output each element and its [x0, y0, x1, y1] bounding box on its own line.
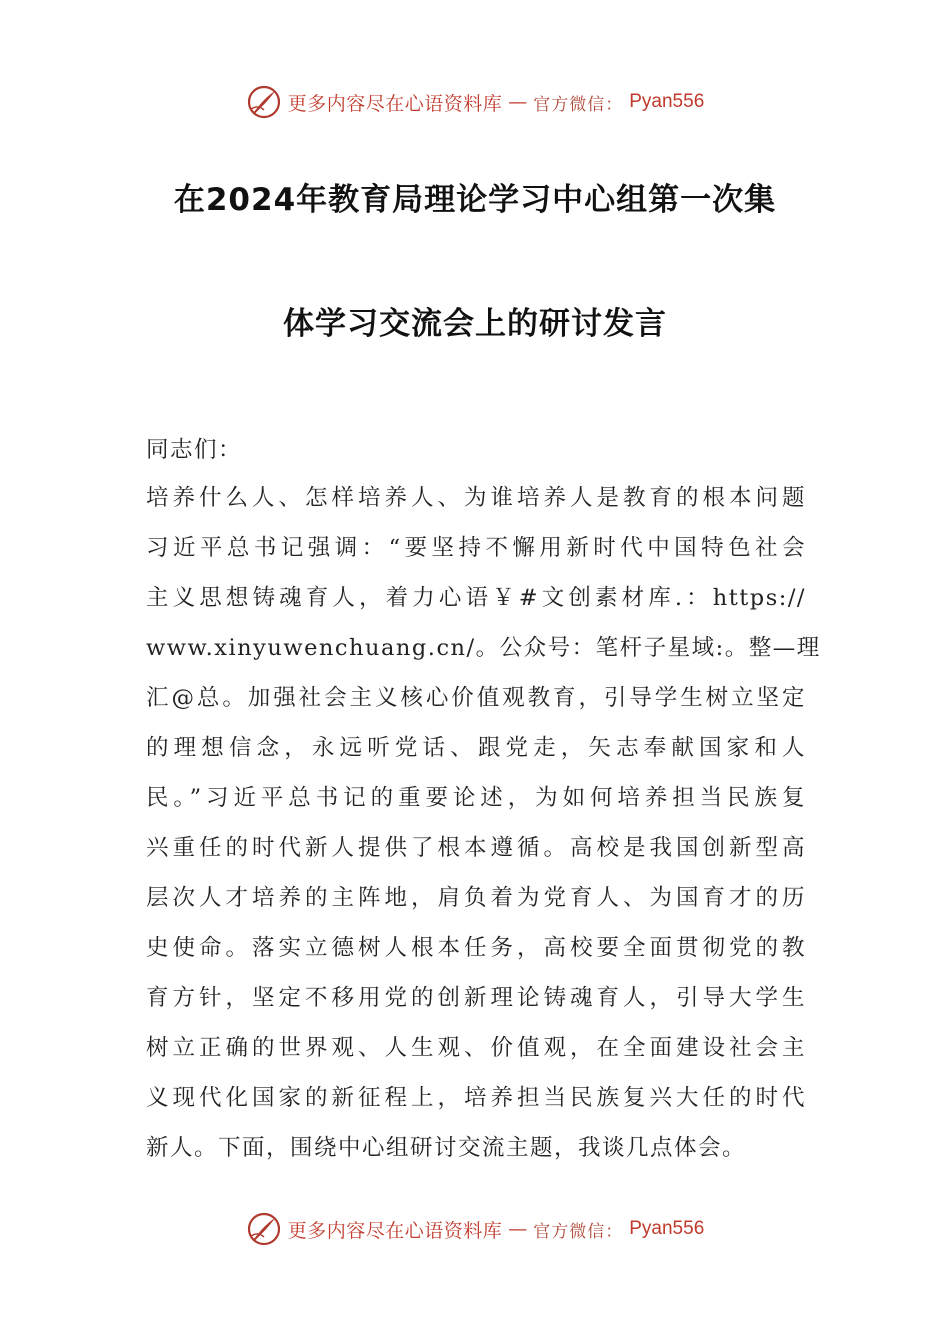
quill-pen-logo-icon	[246, 1211, 282, 1247]
banner-wechat-id: Pyan556	[629, 91, 705, 112]
paragraph-line: 主义思想铸魂育人，着力心语￥#文创素材库.：https://	[146, 585, 806, 611]
paragraph-line: 培养什么人、怎样培养人、为谁培养人是教育的根本问题	[146, 485, 806, 511]
banner-text: 更多内容尽在心语资料库	[287, 92, 503, 115]
banner-dash: —	[508, 1218, 528, 1240]
banner-text: 更多内容尽在心语资料库	[287, 1219, 503, 1242]
paragraph-line: 义现代化国家的新征程上，培养担当民族复兴大任的时代	[146, 1085, 806, 1111]
paragraph-line: 习近平总书记强调：“要坚持不懈用新时代中国特色社会	[146, 535, 806, 561]
header-banner	[0, 82, 950, 122]
banner-wechat-id: Pyan556	[629, 1218, 705, 1239]
paragraph-line: 汇@总。加强社会主义核心价值观教育，引导学生树立坚定	[146, 685, 806, 711]
banner-label: 官方微信：	[533, 1221, 624, 1242]
paragraph-line: 育方针，坚定不移用党的创新理论铸魂育人，引导大学生	[146, 985, 806, 1011]
footer-banner	[0, 1209, 950, 1249]
salutation: 同志们：	[146, 437, 243, 463]
document-title-line-2: 体学习交流会上的研讨发言	[283, 306, 667, 342]
paragraph-line: 兴重任的时代新人提供了根本遵循。高校是我国创新型高	[146, 835, 806, 861]
paragraph-line: 新人。下面，围绕中心组研讨交流主题，我谈几点体会。	[146, 1135, 747, 1161]
paragraph-line: 的理想信念，永远听党话、跟党走，矢志奉献国家和人	[146, 735, 806, 761]
paragraph-line: www.xinyuwenchuang.cn/。公众号：笔杆子星域:。整—理	[146, 635, 821, 661]
paragraph-line: 层次人才培养的主阵地，肩负着为党育人、为国育才的历	[146, 885, 806, 911]
quill-pen-logo-icon	[246, 84, 282, 120]
paragraph-line: 史使命。落实立德树人根本任务，高校要全面贯彻党的教	[146, 935, 806, 961]
paragraph-line: 民。”习近平总书记的重要论述，为如何培养担当民族复	[146, 785, 806, 811]
document-title-line-1: 在2024年教育局理论学习中心组第一次集	[173, 182, 777, 218]
banner-dash: —	[508, 91, 528, 113]
paragraph-line: 树立正确的世界观、人生观、价值观，在全面建设社会主	[146, 1035, 806, 1061]
banner-label: 官方微信：	[533, 94, 624, 115]
